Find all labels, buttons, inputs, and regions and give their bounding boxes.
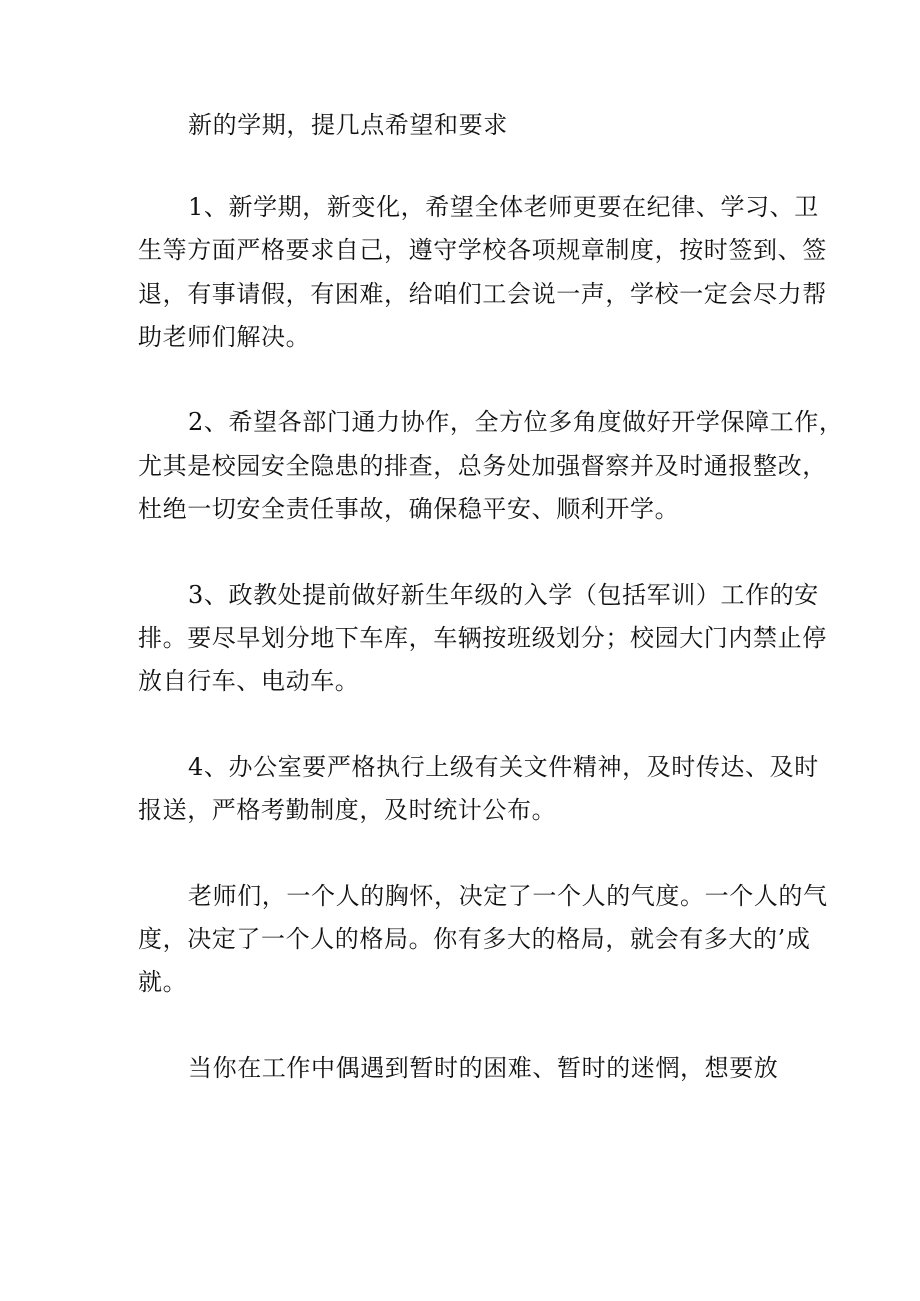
paragraph-line: 报送，严格考勤制度，及时统计公布。 xyxy=(138,796,557,824)
paragraph-line: 4、办公室要严格执行上级有关文件精神，及时传达、及时 xyxy=(188,753,819,781)
paragraph-line: 助老师们解决。 xyxy=(138,323,311,351)
paragraph-line: 1、新学期，新变化，希望全体老师更要在纪律、学习、卫 xyxy=(188,193,819,221)
paragraph-line: 杜绝一切安全责任事故，确保稳平安、顺利开学。 xyxy=(138,495,680,523)
paragraph-line: 排。要尽早划分地下车库，车辆按班级划分；校园大门内禁止停 xyxy=(138,624,827,652)
paragraph-line: 2、希望各部门通力协作，全方位多角度做好开学保障工作， xyxy=(188,408,844,436)
paragraph-line: 3、政教处提前做好新生年级的入学（包括军训）工作的安 xyxy=(188,581,819,609)
paragraph-line: 度，决定了一个人的格局。你有多大的格局，就会有多大的’成 xyxy=(138,925,811,953)
paragraph-line: 退，有事请假，有困难，给咱们工会说一声，学校一定会尽力帮 xyxy=(138,280,827,308)
paragraph-line: 就。 xyxy=(138,968,188,996)
document-heading: 新的学期，提几点希望和要求 xyxy=(188,111,508,139)
paragraph-line: 当你在工作中偶遇到暂时的困难、暂时的迷惘，想要放 xyxy=(188,1054,779,1082)
paragraph-line: 尤其是校园安全隐患的排查，总务处加强督察并及时通报整改， xyxy=(138,452,827,480)
paragraph-line: 放自行车、电动车。 xyxy=(138,667,360,695)
paragraph-line: 生等方面严格要求自己，遵守学校各项规章制度，按时签到、签 xyxy=(138,236,827,264)
paragraph-line: 老师们，一个人的胸怀，决定了一个人的气度。一个人的气 xyxy=(188,882,828,910)
